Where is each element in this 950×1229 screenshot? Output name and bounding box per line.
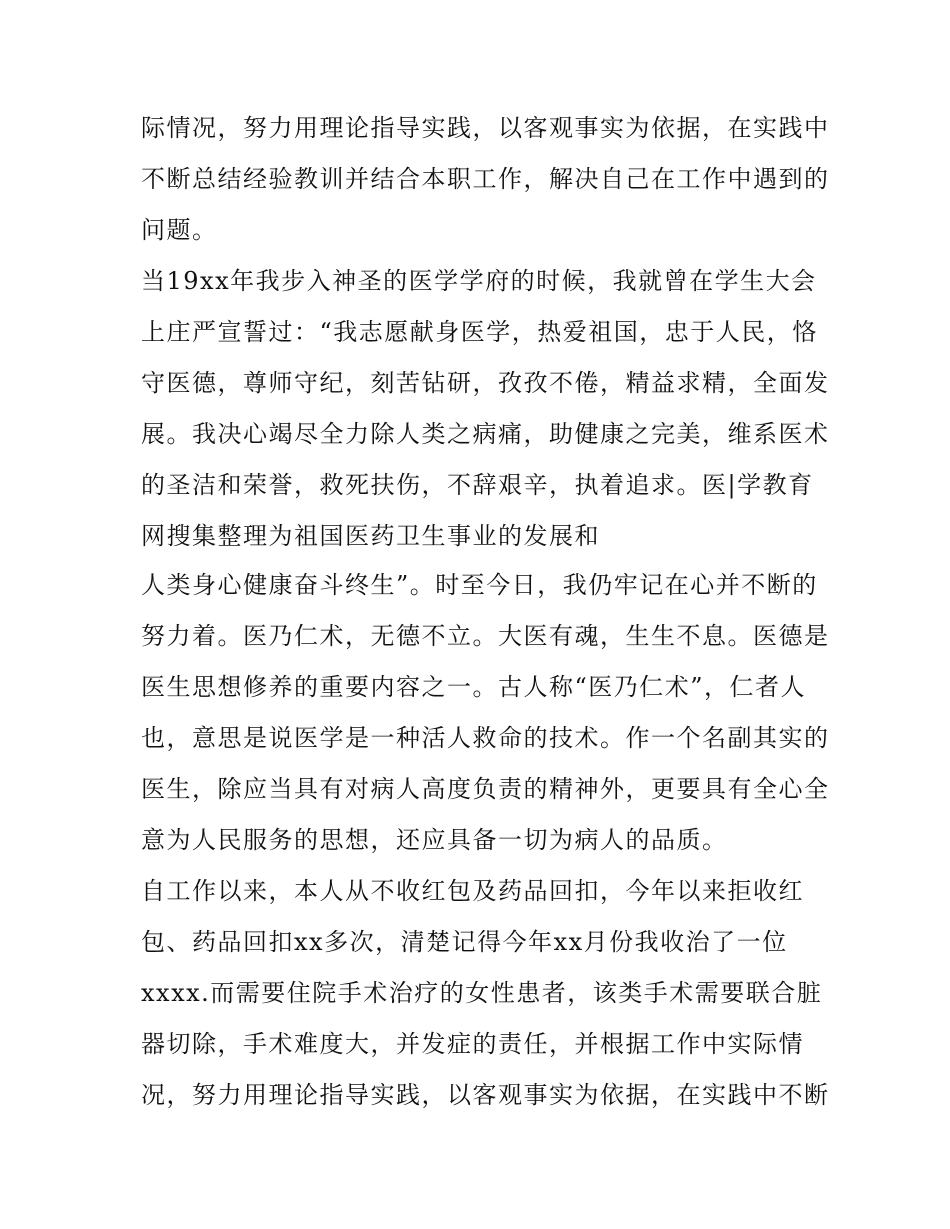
text-line: xxxx.而需要住院手术治疗的女性患者，该类手术需要联合脏 [141,979,823,1007]
text-line: 器切除，手术难度大，并发症的责任，并根据工作中实际情 [141,1030,804,1058]
text-line: 人类身心健康奋斗终生”。时至今日，我仍牢记在心并不断的 [141,571,818,599]
text-line: 医生，除应当具有对病人高度负责的精神外，更要具有全心全 [141,775,830,803]
text-line: 况，努力用理论指导实践，以客观事实为依据，在实践中不断 [141,1081,830,1109]
text-line: 际情况，努力用理论指导实践，以客观事实为依据，在实践中 [141,114,830,142]
text-line: 不断总结经验教训并结合本职工作，解决自己在工作中遇到的 [141,165,830,193]
text-line: 当19xx年我步入神圣的医学学府的时候，我就曾在学生大会 [141,267,817,295]
text-line: 包、药品回扣xx多次，清楚记得今年xx月份我收治了一位 [141,928,788,956]
text-line: 问题。 [141,216,218,244]
text-line: 自工作以来，本人从不收红包及药品回扣，今年以来拒收红 [141,877,804,905]
text-line: 展。我决心竭尽全力除人类之病痛，助健康之完美，维系医术 [141,420,830,448]
text-line: 也，意思是说医学是一种活人救命的技术。作一个名副其实的 [141,724,830,752]
text-line: 努力着。医乃仁术，无德不立。大医有魂，生生不息。医德是 [141,622,830,650]
text-line: 医生思想修养的重要内容之一。古人称“医乃仁术”，仁者人 [141,673,807,701]
text-line: 上庄严宣誓过：“我志愿献身医学，热爱祖国，忠于人民，恪 [141,318,818,346]
text-line: 的圣洁和荣誉，救死扶伤，不辞艰辛，执着追求。医|学教育 [141,471,814,499]
text-line: 守医德，尊师守纪，刻苦钻研，孜孜不倦，精益求精，全面发 [141,369,830,397]
text-line: 意为人民服务的思想，还应具备一切为病人的品质。 [141,826,728,854]
text-line: 网搜集整理为祖国医药卫生事业的发展和 [141,522,600,550]
